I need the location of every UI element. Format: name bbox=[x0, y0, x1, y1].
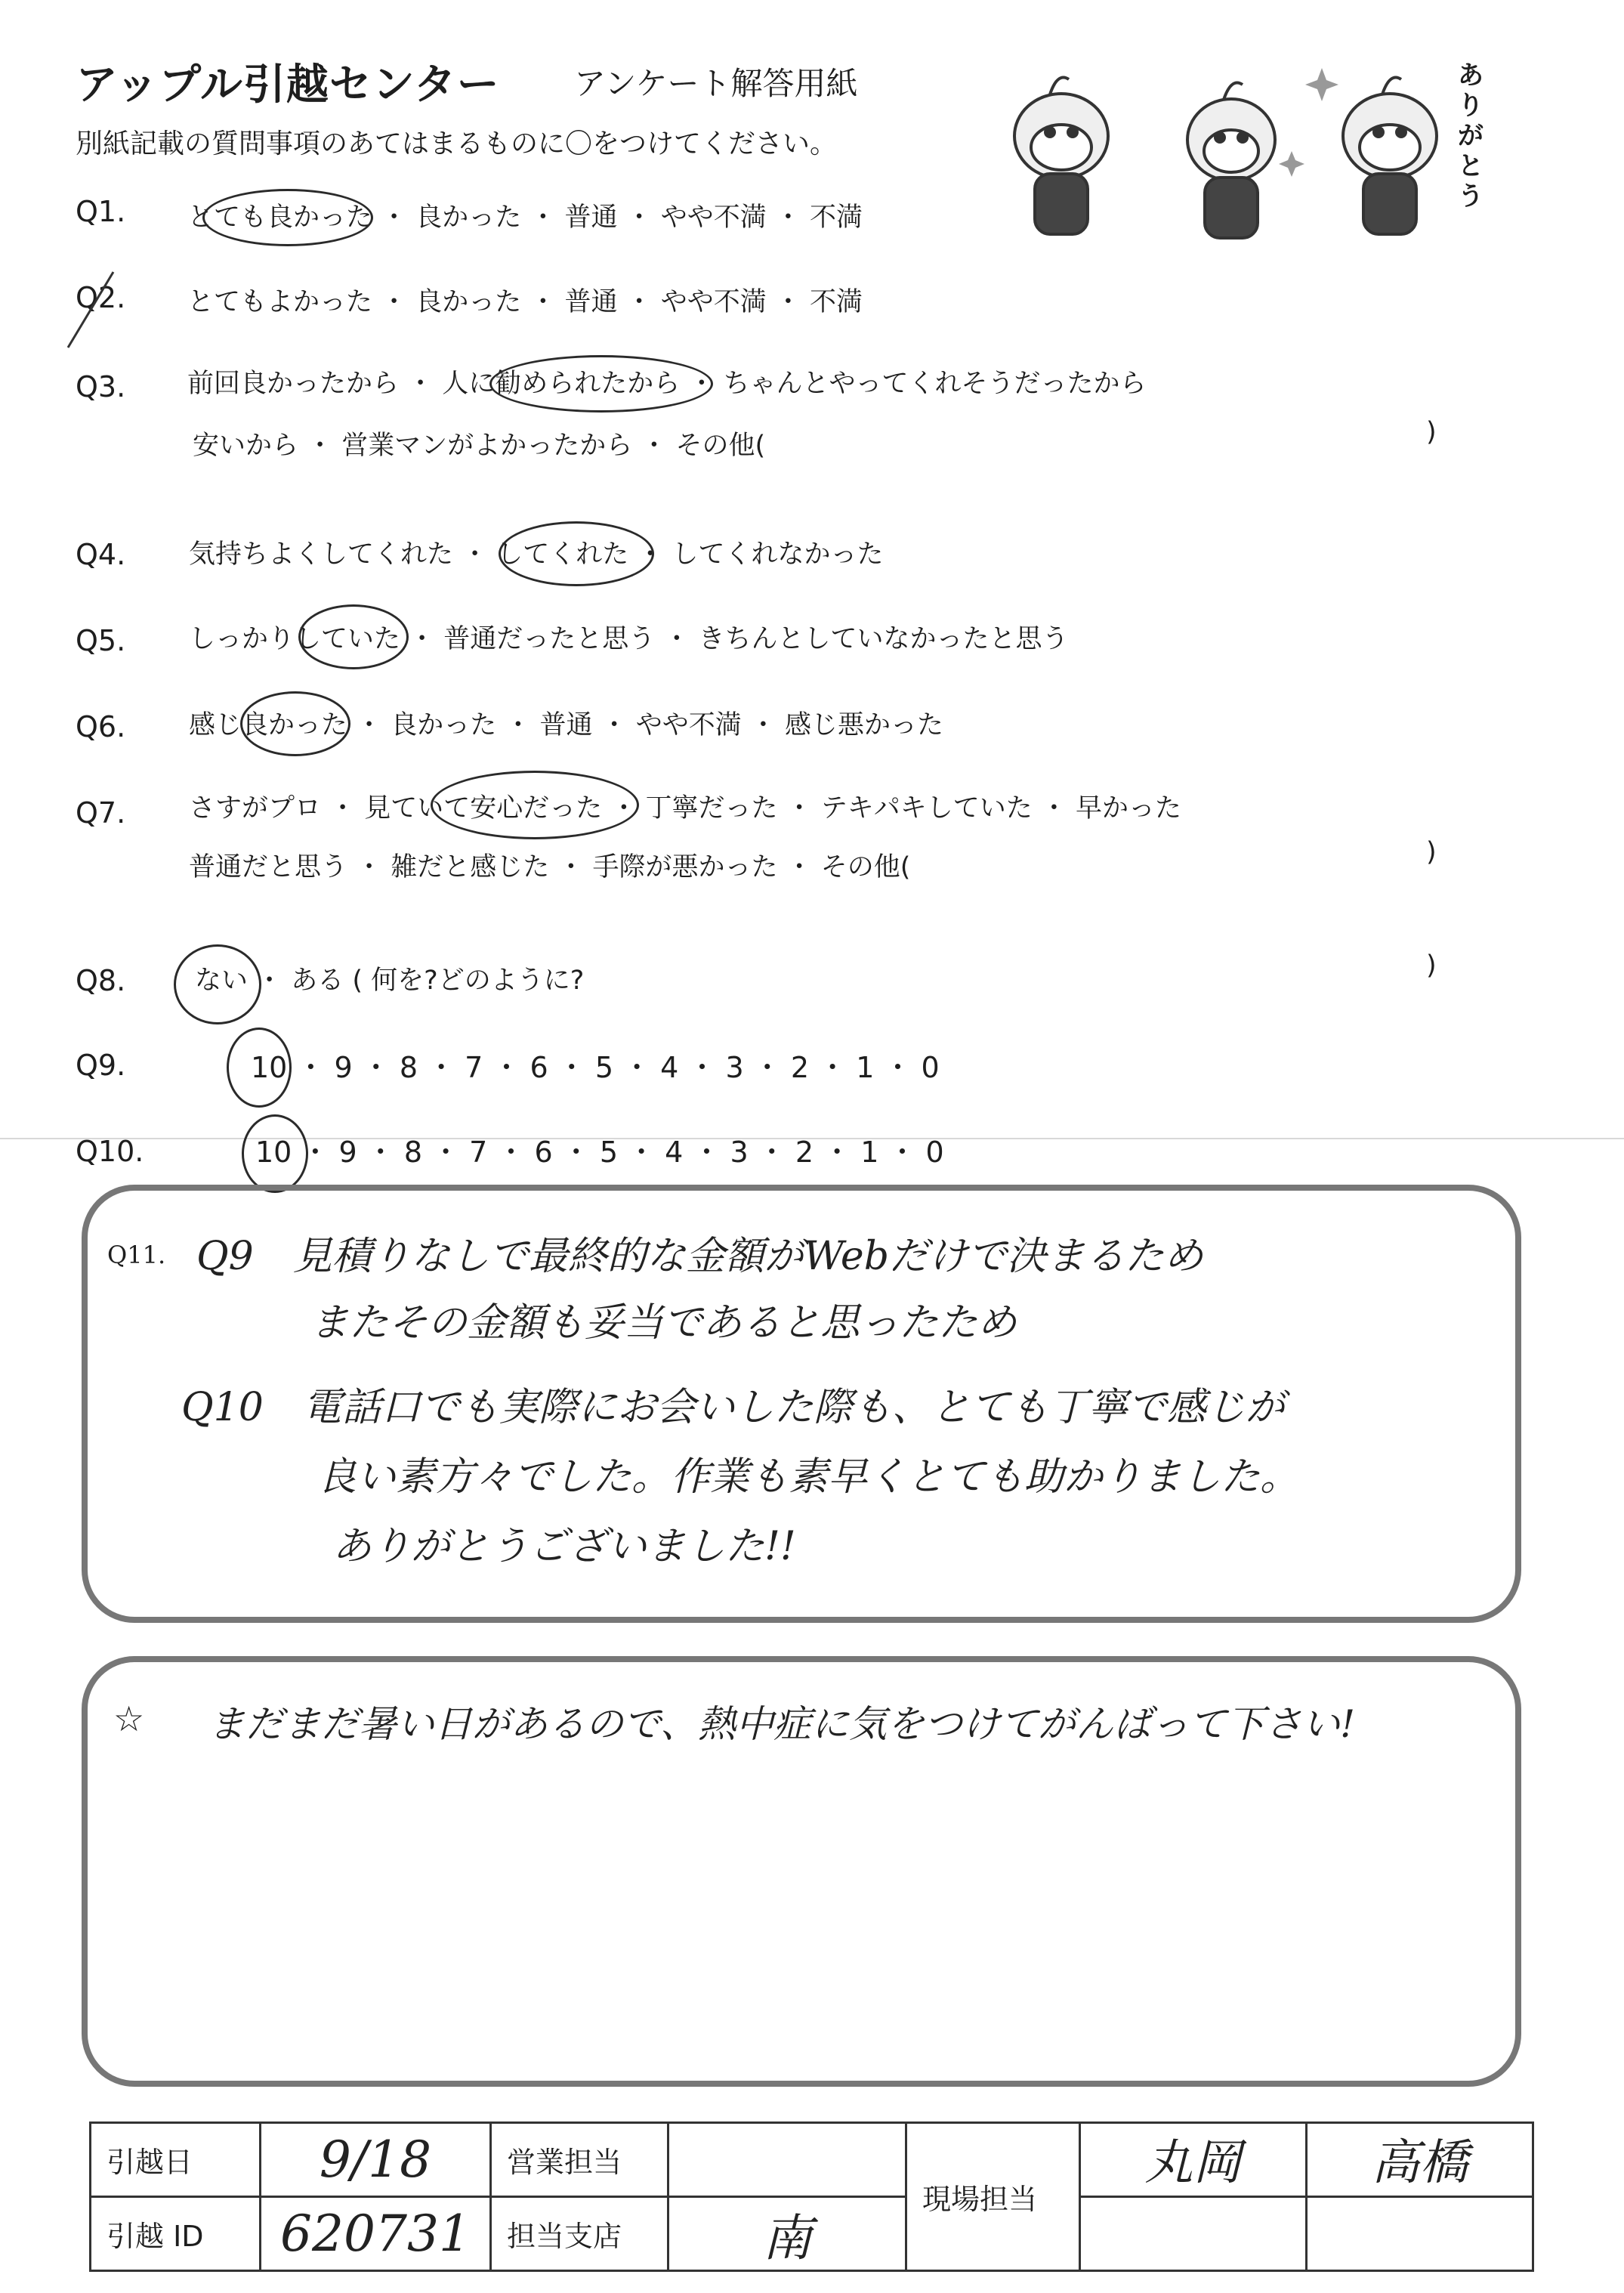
question-options: 感じ良かった ・ 良かった ・ 普通 ・ やや不満 ・ 感じ悪かった bbox=[189, 710, 944, 740]
question-options: 気持ちよくしてくれた ・ してくれた ・ してくれなかった bbox=[189, 539, 884, 570]
close-paren: ) bbox=[1426, 417, 1437, 447]
move-id-label: 引越 ID bbox=[91, 2197, 261, 2271]
monkey-mascot-icon bbox=[1014, 78, 1108, 235]
company-name: アップル引越センター bbox=[76, 60, 500, 110]
instruction-text: 別紙記載の質問事項のあてはまるものに〇をつけてください。 bbox=[76, 128, 838, 159]
close-paren: ) bbox=[1426, 837, 1437, 867]
question-label: Q1. bbox=[76, 195, 126, 228]
selection-circle bbox=[431, 771, 639, 839]
question-options: 安いから ・ 営業マンがよかったから ・ その他( bbox=[193, 431, 766, 461]
site-staff-cell bbox=[1307, 2197, 1533, 2271]
question-options: 前回良かったから ・ 人に勧められたから ・ ちゃんとやってくれそうだったから bbox=[187, 369, 1147, 399]
close-paren: ) bbox=[1426, 950, 1437, 981]
form-title: アンケート解答用紙 bbox=[574, 65, 858, 102]
question-options: しっかりしていた ・ 普通だったと思う ・ きちんとしていなかったと思う bbox=[189, 624, 1069, 654]
question-label: Q5. bbox=[76, 624, 126, 657]
strike-mark bbox=[60, 264, 121, 355]
sales-staff-label: 営業担当 bbox=[491, 2123, 668, 2197]
handwritten-line: 良い素方々でした。作業も素早くとても助かりました。 bbox=[317, 1454, 1300, 1500]
star-icon: ☆ bbox=[113, 1698, 145, 1739]
handwritten-line: Q10 電話口でも実際にお会いした際も、とても丁寧で感じが bbox=[181, 1385, 1285, 1430]
selection-circle bbox=[227, 1028, 292, 1108]
mascot-caption: ありがとう bbox=[1458, 60, 1484, 212]
question-options: 10 ・ 9 ・ 8 ・ 7 ・ 6 ・ 5 ・ 4 ・ 3 ・ 2 ・ 1 ・ 0 bbox=[251, 1051, 940, 1084]
question-options: ない ・ ある ( 何を?どのように? bbox=[195, 966, 585, 996]
move-date-label: 引越日 bbox=[91, 2123, 261, 2197]
site-staff-cell bbox=[1080, 2197, 1307, 2271]
handwritten-line: Q9 見積りなしで最終的な金額がWebだけで決まるため bbox=[196, 1234, 1203, 1279]
selection-circle bbox=[242, 1114, 308, 1193]
question-options: 普通だと思う ・ 雑だと感じた ・ 手際が悪かった ・ その他( bbox=[189, 852, 911, 882]
branch-value: 南 bbox=[668, 2197, 906, 2271]
mascot-illustration bbox=[974, 53, 1496, 249]
move-id-value: 620731 bbox=[261, 2197, 491, 2271]
site-staff-label: 現場担当 bbox=[906, 2123, 1080, 2271]
handwritten-line: またその金額も妥当であると思ったため bbox=[310, 1300, 1017, 1346]
selection-circle bbox=[489, 355, 713, 413]
selection-circle bbox=[499, 521, 654, 586]
question-label: Q3. bbox=[76, 370, 126, 403]
question-options: 10 ・ 9 ・ 8 ・ 7 ・ 6 ・ 5 ・ 4 ・ 3 ・ 2 ・ 1 ・ 0 bbox=[255, 1136, 944, 1169]
sales-staff-value bbox=[668, 2123, 906, 2197]
handwritten-line: ありがとうございました!! bbox=[332, 1524, 796, 1569]
question-label: Q10. bbox=[76, 1135, 144, 1168]
staff-info-table bbox=[89, 2121, 1534, 2272]
handwritten-comment: まだまだ暑い日があるので、熱中症に気をつけてがんばって下さい! bbox=[208, 1702, 1356, 1746]
selection-circle bbox=[202, 189, 373, 246]
question-options: さすがプロ ・ 見ていて安心だった ・ 丁寧だった ・ テキパキしていた ・ 早かった bbox=[189, 793, 1182, 824]
site-staff-1: 丸岡 bbox=[1080, 2123, 1307, 2197]
question-label: Q8. bbox=[76, 964, 126, 997]
site-staff-2: 高橋 bbox=[1307, 2123, 1533, 2197]
q11-label: Q11. bbox=[107, 1241, 166, 1269]
branch-label: 担当支店 bbox=[491, 2197, 668, 2271]
selection-circle bbox=[298, 604, 409, 669]
selection-circle bbox=[174, 944, 261, 1024]
question-label: Q4. bbox=[76, 538, 126, 571]
question-options: とても良かった ・ 良かった ・ 普通 ・ やや不満 ・ 不満 bbox=[187, 202, 863, 233]
question-label: Q9. bbox=[76, 1049, 126, 1082]
question-label: Q7. bbox=[76, 796, 126, 830]
selection-circle bbox=[240, 691, 350, 756]
question-options: とてもよかった ・ 良かった ・ 普通 ・ やや不満 ・ 不満 bbox=[187, 287, 863, 317]
question-label: Q6. bbox=[76, 710, 126, 743]
move-date-value: 9/18 bbox=[261, 2123, 491, 2197]
question-label: Q2. bbox=[76, 281, 126, 314]
